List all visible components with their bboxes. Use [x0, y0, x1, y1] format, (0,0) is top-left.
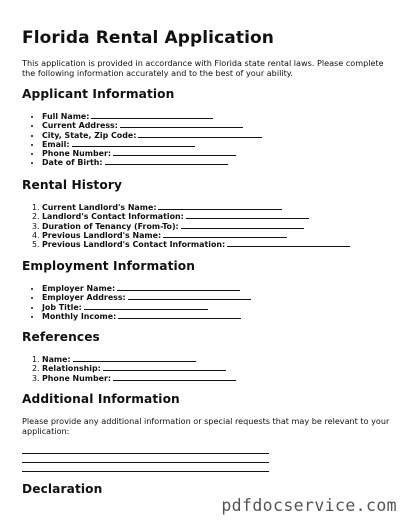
reference-phone-blank[interactable]	[113, 374, 236, 381]
list-item: • City, State, Zip Code:	[42, 131, 262, 140]
list-item: • Full Name:	[42, 112, 262, 121]
previous-landlord-name-blank[interactable]	[163, 231, 287, 238]
section-heading-references: References	[22, 330, 100, 344]
rental-history-field-list	[22, 203, 350, 249]
job-title-blank[interactable]	[84, 303, 208, 310]
section-heading-additional: Additional Information	[22, 392, 180, 406]
phone-number-blank[interactable]	[113, 149, 236, 156]
list-item: • Job Title:	[42, 303, 251, 312]
list-item: • Monthly Income:	[42, 312, 251, 321]
intro-paragraph: This application is provided in accordance with Florida state rental laws. Please complete the following information accurately and to the best of your ability.	[22, 58, 384, 78]
list-item: • Phone Number:	[42, 149, 262, 158]
list-item: • Date of Birth:	[42, 158, 262, 167]
section-heading-rental-history: Rental History	[22, 178, 122, 192]
list-item: • Email:	[42, 140, 262, 149]
date-of-birth-blank[interactable]	[105, 158, 228, 165]
section-heading-declaration: Declaration	[22, 482, 103, 496]
current-address-blank[interactable]	[120, 121, 243, 128]
reference-relationship-blank[interactable]	[103, 364, 226, 371]
list-item: 3. Phone Number:	[42, 374, 236, 383]
list-item: • Employer Name:	[42, 284, 251, 293]
reference-name-blank[interactable]	[73, 355, 196, 362]
employment-field-list	[22, 284, 251, 321]
email-blank[interactable]	[72, 140, 195, 147]
list-item: 5. Previous Landlord's Contact Information:	[42, 240, 350, 249]
applicant-field-list	[22, 112, 262, 168]
list-item: • Current Address:	[42, 121, 262, 130]
additional-info-line-3[interactable]	[22, 471, 269, 472]
additional-info-line-1[interactable]	[22, 453, 269, 454]
references-field-list	[22, 355, 236, 383]
watermark-text: pdfdocservice.com	[221, 496, 397, 515]
list-item: 3. Duration of Tenancy (From-To):	[42, 222, 350, 231]
section-heading-employment: Employment Information	[22, 259, 196, 273]
list-item: 1. Current Landlord's Name:	[42, 203, 350, 212]
employer-name-blank[interactable]	[117, 284, 240, 291]
list-item: 2. Relationship:	[42, 364, 236, 373]
monthly-income-blank[interactable]	[118, 312, 241, 319]
current-landlord-name-blank[interactable]	[158, 203, 282, 210]
page-title: Florida Rental Application	[22, 28, 274, 48]
tenancy-duration-blank[interactable]	[181, 222, 304, 229]
employer-address-blank[interactable]	[128, 293, 251, 300]
list-item: 4. Previous Landlord's Name:	[42, 231, 350, 240]
list-item: 1. Name:	[42, 355, 236, 364]
additional-info-line-2[interactable]	[22, 462, 269, 463]
section-heading-applicant: Applicant Information	[22, 87, 175, 101]
previous-landlord-contact-blank[interactable]	[227, 240, 350, 247]
full-name-blank[interactable]	[91, 112, 213, 119]
additional-info-text: Please provide any additional information or special requests that may be relevant to your application:	[22, 416, 390, 436]
landlord-contact-blank[interactable]	[186, 212, 309, 219]
list-item: • Employer Address:	[42, 293, 251, 302]
list-item: 2. Landlord's Contact Information:	[42, 212, 350, 221]
city-state-zip-blank[interactable]	[138, 131, 262, 138]
